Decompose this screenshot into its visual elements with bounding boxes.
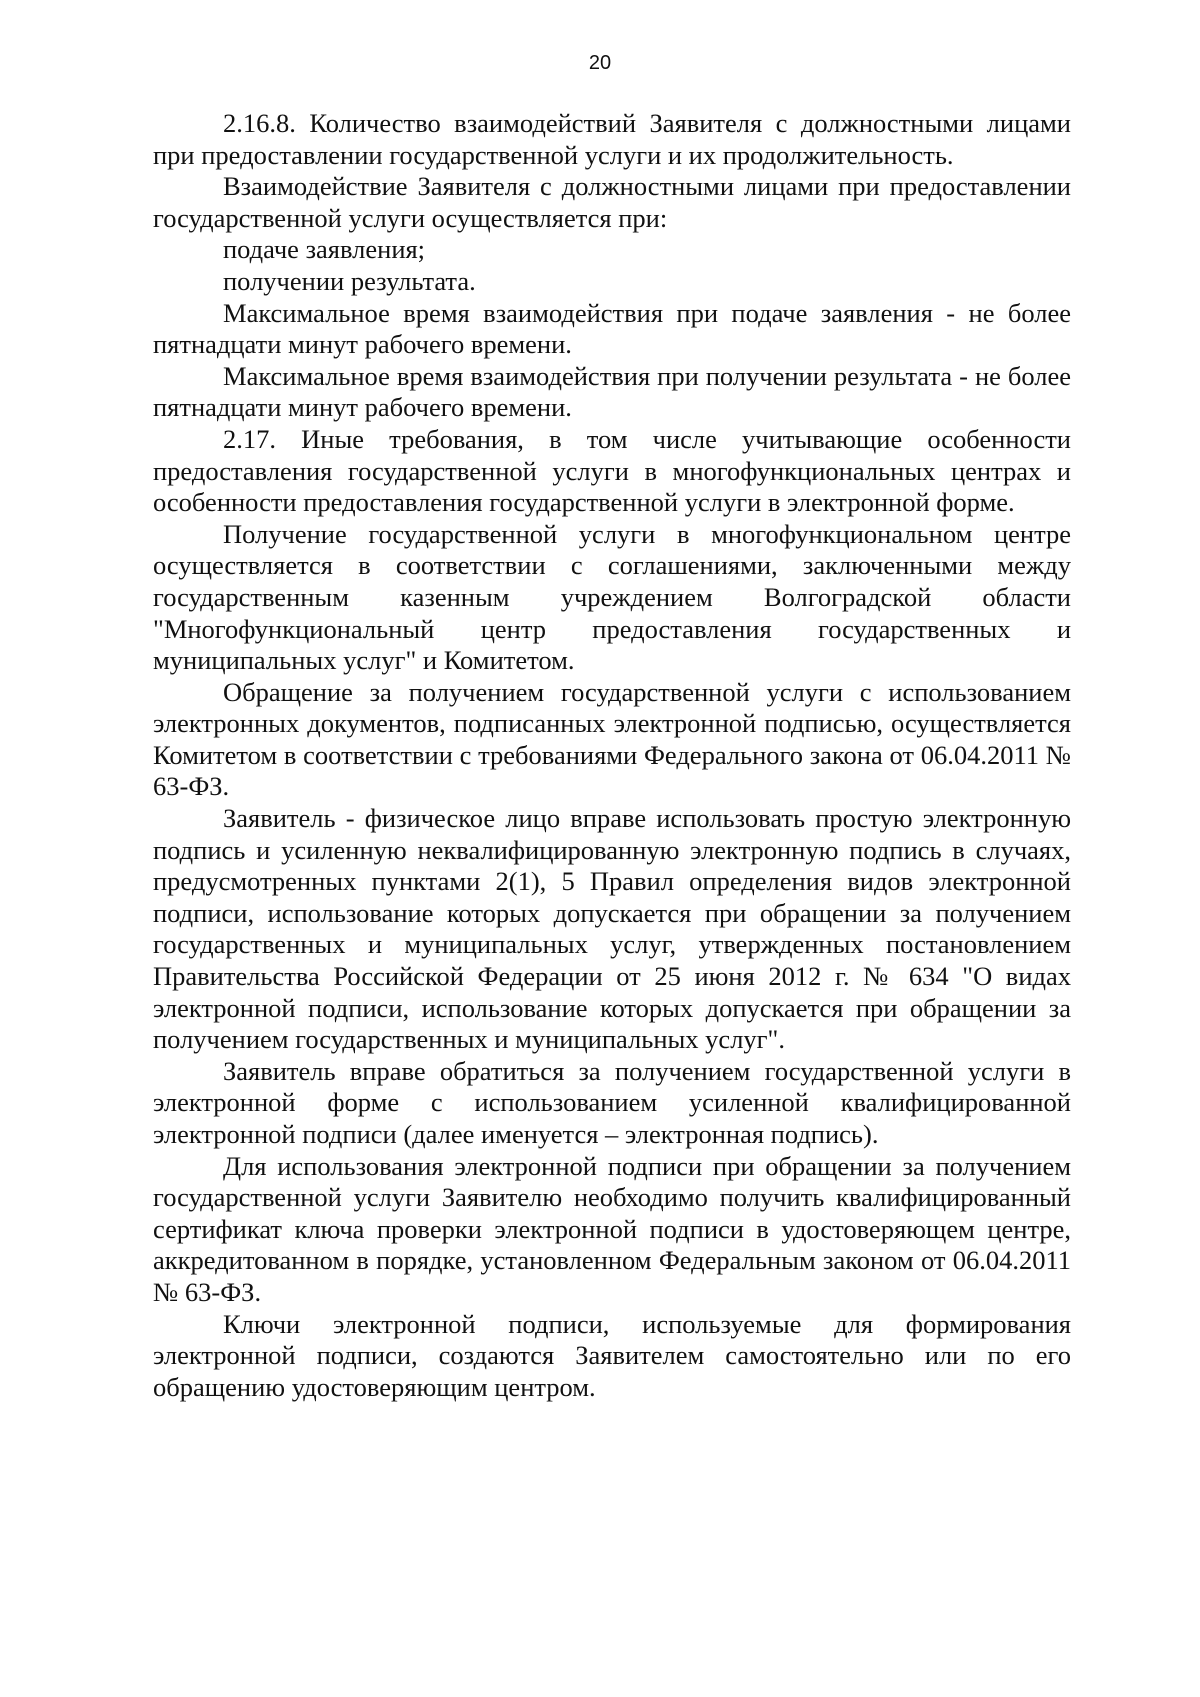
paragraph-signature-keys: Ключи электронной подписи, используемые для формирования электронной подписи, создаются Заявителем самостоятельно или по его обращению удостоверяющим центром. (153, 1308, 1071, 1402)
page-number: 20 (588, 52, 612, 74)
paragraph-2-16-8: 2.16.8. Количество взаимодействий Заявителя с должностными лицами при предоставлении государственной услуги и их продолжительность. (153, 108, 1071, 170)
paragraph-2-17: 2.17. Иные требования, в том числе учитывающие особенности предоставления государственной услуги в многофункциональных центрах и особенности предоставления государственной услуги в электронной форме. (153, 423, 1071, 518)
paragraph-simple-signature: Заявитель - физическое лицо вправе использовать простую электронную подпись и усиленную неквалифицированную электронную подпись в случаях, предусмотренных пунктами 2(1), 5 Правил определения видов электронной подписи, использование которых допускается при обращении за получением государственных и муниципальных услуг, утвержденных постановлением Правительства Российской Федерации от 25 июня 2012 г. № 634 "О видах электронной подписи, использование которых допускается при обращении за получением государственных и муниципальных услуг". (153, 803, 1071, 1055)
paragraph-electronic-documents: Обращение за получением государственной услуги с использованием электронных документов, подписанных электронной подписью, осуществляется Комитетом в соответствии с требованиями Федерального закона от 06.04.2011 № 63-ФЗ. (153, 676, 1071, 802)
paragraph-max-time-result: Максимальное время взаимодействия при получении результата - не более пятнадцати минут рабочего времени. (153, 360, 1071, 423)
list-item-application: подаче заявления; (223, 234, 426, 265)
paragraph-interaction: Взаимодействие Заявителя с должностными лицами при предоставлении государственной услуги осуществляется при: (153, 171, 1071, 233)
paragraph-certificate: Для использования электронной подписи при обращении за получением государственной услуги Заявителю необходимо получить квалифицированный сертификат ключа проверки электронной подписи в удостоверяющем центре, аккредитованном в порядке, установленном Федеральным законом от 06.04.2011 № 63-ФЗ. (153, 1150, 1071, 1307)
paragraph-max-time-application: Максимальное время взаимодействия при подаче заявления - не более пятнадцати минут рабочего времени. (153, 297, 1071, 360)
list-item-result: получении результата. (223, 265, 476, 296)
paragraph-mfc: Получение государственной услуги в многофункциональном центре осуществляется в соответствии с соглашениями, заключенными между государственным казенным учреждением Волгоградской области "Многофункциональный центр предоставления государственных и муниципальных услуг" и Комитетом. (153, 518, 1071, 676)
document-body (153, 108, 1071, 1403)
paragraph-qualified-signature: Заявитель вправе обратиться за получением государственной услуги в электронной форме с использованием усиленной квалифицированной электронной подписи (далее именуется – электронная подпись). (153, 1055, 1071, 1149)
